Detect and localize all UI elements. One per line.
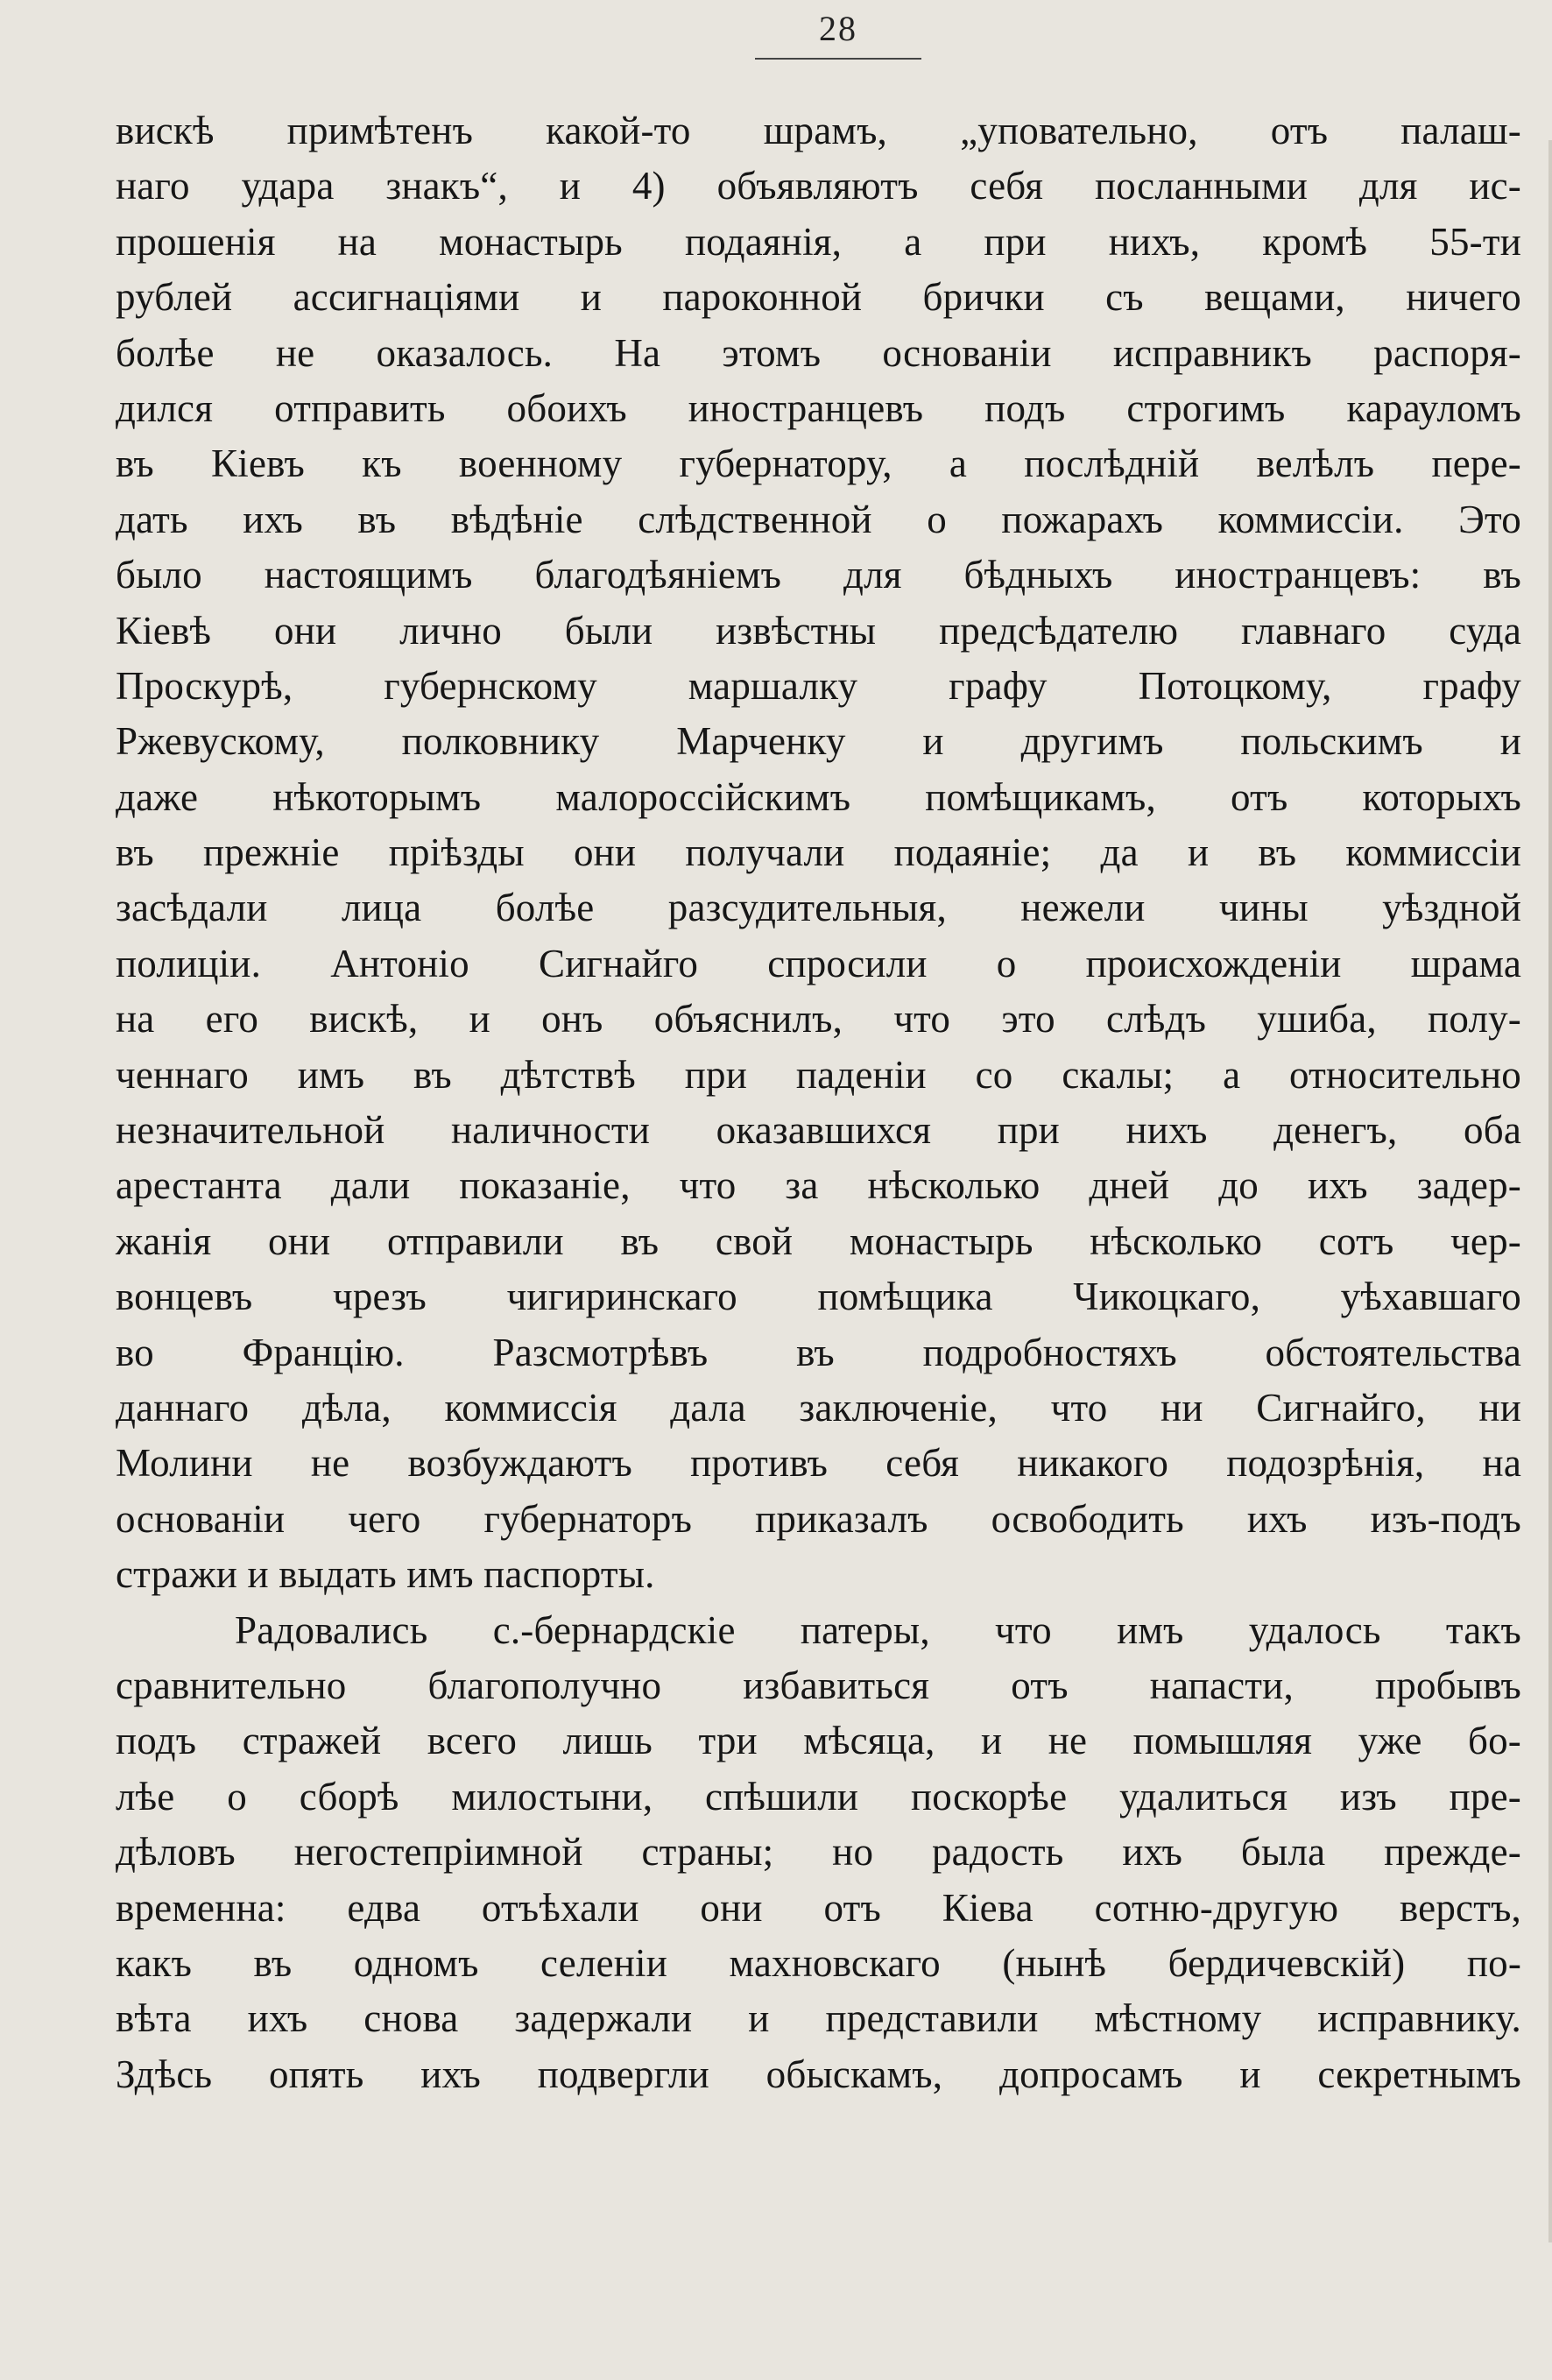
text-line: въ прежніе пріѣзды они получали подаяніе; да и въ коммиссіи bbox=[116, 830, 1521, 875]
text-line: незначительной наличности оказавшихся при нихъ денегъ, оба bbox=[116, 1108, 1521, 1153]
text-line: основаніи чего губернаторъ приказалъ освободить ихъ изъ-подъ bbox=[116, 1496, 1521, 1541]
text-line: болѣе не оказалось. На этомъ основаніи исправникъ распоря- bbox=[116, 330, 1521, 375]
text-line: подъ стражей всего лишь три мѣсяца, и не помышляя уже бо- bbox=[116, 1719, 1521, 1763]
text-line: сравнительно благополучно избавиться отъ напасти, пробывъ bbox=[116, 1663, 1521, 1707]
text-line: Здѣсь опять ихъ подвергли обыскамъ, допросамъ и секретнымъ bbox=[116, 2052, 1521, 2096]
text-line: во Францію. Разсмотрѣвъ въ подробностяхъ обстоятельства bbox=[116, 1330, 1521, 1374]
text-line: вискѣ примѣтенъ какой-то шрамъ, „уповательно, отъ палаш- bbox=[116, 109, 1521, 152]
text-line: Проскурѣ, губернскому маршалку графу Потоцкому, графу bbox=[116, 663, 1521, 708]
text-line: даннаго дѣла, коммиссія дала заключеніе, что ни Сигнайго, ни bbox=[116, 1385, 1521, 1430]
page-number: 28 bbox=[819, 9, 857, 48]
text-line: засѣдали лица болѣе разсудительныя, нежели чины уѣздной bbox=[116, 886, 1521, 930]
text-line: дился отправить обоихъ иностранцевъ подъ строгимъ карауломъ bbox=[116, 385, 1521, 430]
text-line: на его вискѣ, и онъ объяснилъ, что это слѣдъ ушиба, полу- bbox=[116, 997, 1521, 1042]
header-rule bbox=[755, 58, 921, 60]
paragraph-1 bbox=[116, 103, 1521, 1603]
text-line: дать ихъ въ вѣдѣніе слѣдственной о пожарахъ коммиссіи. Это bbox=[116, 497, 1521, 541]
text-line: Молини не возбуждаютъ противъ себя никакого подозрѣнія, на bbox=[116, 1441, 1521, 1486]
text-line: стражи и выдать имъ паспорты. bbox=[116, 1552, 655, 1597]
text-line: вѣта ихъ снова задержали и представили мѣстному исправнику. bbox=[116, 1996, 1521, 2041]
text-line: полиціи. Антоніо Сигнайго спросили о происхожденіи шрама bbox=[116, 941, 1521, 985]
text-line: ченнаго имъ въ дѣтствѣ при паденіи со скалы; а относительно bbox=[116, 1052, 1521, 1097]
text-line: Кіевѣ они лично были извѣстны предсѣдателю главнаго суда bbox=[116, 608, 1521, 653]
text-line: въ Кіевъ къ военному губернатору, а послѣдній велѣлъ пере- bbox=[116, 441, 1521, 486]
text-line: даже нѣкоторымъ малороссійскимъ помѣщикамъ, отъ которыхъ bbox=[116, 774, 1521, 819]
text-line: дѣловъ негостепріимной страны; но радость ихъ была прежде- bbox=[116, 1830, 1521, 1875]
text-line: арестанта дали показаніе, что за нѣсколько дней до ихъ задер- bbox=[116, 1163, 1521, 1208]
text-line: прошенія на монастырь подаянія, а при нихъ, кромѣ 55-ти bbox=[116, 219, 1521, 264]
text-line: Радовались с.-бернардскіе патеры, что имъ удалось такъ bbox=[235, 1607, 1521, 1652]
text-line: жанія они отправили въ свой монастырь нѣсколько сотъ чер- bbox=[116, 1218, 1521, 1263]
text-line: какъ въ одномъ селеніи махновскаго (нынѣ бердичевскій) по- bbox=[116, 1940, 1521, 1985]
text-line: лѣе о сборѣ милостыни, спѣшили поскорѣе удалиться изъ пре- bbox=[116, 1774, 1521, 1819]
page-edge-shadow bbox=[1548, 140, 1552, 2242]
paragraph-2 bbox=[116, 1603, 1521, 2103]
text-line: временна: едва отъѣхали они отъ Кіева сотню-другую верстъ, bbox=[116, 1885, 1521, 1930]
text-line: было настоящимъ благодѣяніемъ для бѣдныхъ иностранцевъ: въ bbox=[116, 553, 1521, 597]
body-text bbox=[116, 103, 1521, 2102]
text-line: рублей ассигнаціями и пароконной брички съ вещами, ничего bbox=[116, 275, 1521, 320]
page-header bbox=[755, 4, 921, 60]
text-line: вонцевъ чрезъ чигиринскаго помѣщика Чикоцкаго, уѣхавшаго bbox=[116, 1275, 1521, 1319]
text-line: Ржевускому, полковнику Марченку и другимъ польскимъ и bbox=[116, 719, 1521, 764]
text-line: наго удара знакъ“, и 4) объявляютъ себя посланными для ис- bbox=[116, 164, 1521, 208]
